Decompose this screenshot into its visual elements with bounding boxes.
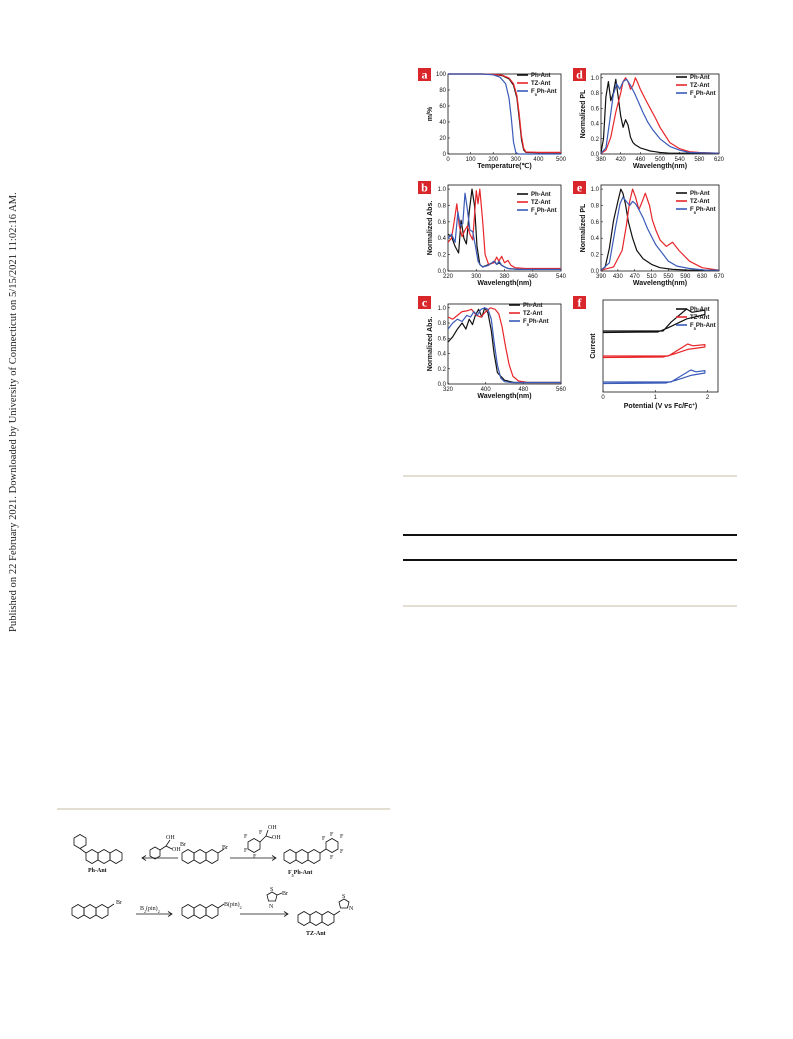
panel-b (418, 175, 568, 285)
x-tick-label: 590 (680, 274, 691, 280)
scheme-br-3: Br (116, 900, 122, 906)
table-bottom-rule (403, 605, 737, 607)
legend-label-f5: $F_5Ph$-Ant (531, 208, 557, 216)
x-tick-label: 0 (446, 157, 450, 163)
panel-f (573, 290, 723, 415)
y-tick-label: 100 (435, 72, 446, 78)
legend-label-tz: TZ-Ant (531, 81, 551, 87)
x-axis-title: Wavelength(nm) (632, 163, 688, 170)
x-tick-label: 550 (663, 274, 674, 280)
bromoanthracene-structure (182, 849, 224, 864)
scheme-f-9: F (330, 855, 334, 861)
y-tick-label: 1.0 (437, 305, 446, 312)
chart-f (573, 290, 723, 415)
chart-b (418, 175, 568, 285)
y-tick-label: 80 (439, 88, 446, 94)
svg-text:c: c (421, 295, 428, 310)
panel-label-c (418, 296, 431, 310)
publication-notice: Published on 22 February 2021. Downloaded by University of Connecticut on 5/15/2021 11:02:16 AM. (8, 192, 19, 632)
legend (676, 75, 716, 99)
y-tick-label: 20 (439, 136, 446, 142)
legend-label-tz: TZ-Ant (690, 83, 710, 89)
x-tick-label: 220 (442, 274, 454, 280)
x-tick-label: 400 (533, 157, 544, 163)
panel-e (573, 175, 723, 285)
x-tick-label: 670 (713, 274, 725, 280)
legend-label-f5: $F_5Ph$-Ant (523, 319, 549, 327)
y-tick-label: 1.0 (590, 75, 599, 82)
cv-trace-f5 (603, 370, 705, 384)
scheme-br-4: Br (282, 891, 288, 897)
legend-label-ph: Ph-Ant (690, 75, 710, 81)
phenylboronic-acid-structure (150, 840, 172, 859)
y-tick-label: 0.8 (590, 91, 599, 98)
cv-trace-tz (603, 344, 705, 358)
legend (676, 307, 716, 331)
x-tick-label: 300 (510, 157, 521, 163)
plot-frame (603, 300, 718, 392)
y-tick-label: 0.0 (590, 269, 599, 275)
ph-ant-structure (74, 835, 122, 864)
y-axis-title: m/% (427, 106, 434, 122)
panel-label-d (573, 68, 586, 82)
x-tick-label: 620 (713, 157, 725, 163)
y-tick-label: 0.0 (437, 382, 446, 388)
chart-d (573, 62, 723, 172)
scheme-br-1: Br (180, 842, 186, 848)
x-tick-label: 1 (653, 395, 657, 401)
y-tick-label: 0.2 (590, 136, 599, 143)
anthracene-bpin-structure (182, 904, 224, 919)
x-tick-label: 510 (646, 274, 657, 280)
x-tick-label: 470 (629, 274, 640, 280)
scheme-oh-3: OH (268, 825, 277, 831)
x-tick-label: 200 (488, 157, 499, 163)
y-tick-label: 0.8 (590, 203, 599, 210)
x-axis-title: Potential (V vs Fc/Fc+) (623, 401, 698, 410)
x-axis-title: Wavelength(nm) (632, 280, 688, 287)
x-tick-label: 540 (555, 274, 567, 280)
scheme-label-ph-ant: Ph-Ant (88, 868, 107, 874)
download-sidebar (0, 0, 30, 1039)
y-tick-label: 0.8 (437, 203, 446, 210)
legend (676, 191, 716, 215)
panel-d (573, 62, 723, 172)
legend-label-f5: $F_5Ph$-Ant (690, 323, 716, 331)
scheme-oh-4: OH (272, 835, 281, 841)
legend-label-ph: Ph-Ant (531, 192, 551, 198)
synthesis-scheme (60, 822, 390, 952)
panel-c (418, 290, 568, 405)
chart-e (573, 175, 723, 285)
table-top-rule (403, 475, 737, 477)
scheme-n-1: N (269, 904, 274, 910)
bromothiazole-structure (267, 892, 282, 901)
svg-text:d: d (576, 67, 583, 82)
x-tick-label: 2 (705, 395, 710, 401)
x-tick-label: 540 (674, 157, 685, 163)
y-axis-title: Current (590, 333, 597, 359)
y-tick-label: 0.6 (437, 219, 446, 226)
scheme-br-2: Br (222, 845, 228, 851)
scheme-oh-1: OH (166, 835, 175, 841)
legend-label-ph: Ph-Ant (531, 73, 551, 79)
legend-label-tz: TZ-Ant (523, 311, 543, 317)
legend-label-f5: $F_5Ph$-Ant (690, 207, 716, 215)
y-tick-label: 0.4 (437, 236, 446, 243)
panel-label-f (573, 296, 586, 310)
y-tick-label: 0.4 (437, 351, 446, 358)
scheme-label-tz-ant: TZ-Ant (306, 931, 326, 937)
scheme-bpin: $B(pin)_2$ (224, 902, 242, 910)
legend (509, 303, 549, 327)
y-tick-label: 0.6 (590, 219, 599, 226)
chart-a (418, 62, 568, 172)
x-tick-label: 500 (555, 157, 567, 163)
y-tick-label: 60 (439, 104, 446, 110)
y-tick-label: 40 (439, 120, 446, 126)
x-tick-label: 0 (601, 395, 605, 401)
scheme-f-6: F (340, 849, 344, 855)
table-header-rule (403, 534, 737, 536)
scheme-f-4: F (259, 830, 263, 836)
legend-label-ph: Ph-Ant (690, 191, 710, 197)
scheme-oh-2: OH (172, 847, 181, 853)
scheme-b2pin2: $B_2(pin)_2$ (140, 906, 160, 914)
scheme-f-8: F (322, 836, 326, 842)
x-axis-title: Temperature(℃) (477, 163, 532, 170)
x-tick-label: 300 (471, 274, 482, 280)
x-tick-label: 430 (612, 274, 623, 280)
x-axis-title: Wavelength(nm) (477, 393, 532, 400)
panel-label-a (418, 68, 431, 82)
legend (517, 73, 557, 97)
scheme-f-2: F (244, 848, 248, 854)
y-tick-label: 1.0 (437, 187, 446, 194)
legend-label-tz: TZ-Ant (690, 315, 710, 321)
svg-text:e: e (576, 180, 583, 195)
legend (517, 192, 557, 216)
y-tick-label: 0.6 (437, 336, 446, 343)
legend-label-f5: $F_5Ph$-Ant (531, 89, 557, 97)
table-header-rule-2 (403, 559, 737, 561)
legend-label-tz: TZ-Ant (690, 199, 710, 205)
y-tick-label: 0.0 (590, 152, 599, 158)
panel-a (418, 62, 568, 172)
y-axis-title: Normalized PL (580, 203, 587, 253)
scheme-s-2: S (342, 894, 346, 900)
scheme-f-3: F (253, 854, 257, 860)
x-tick-label: 630 (697, 274, 708, 280)
panel-label-b (418, 181, 431, 195)
chart-c (418, 290, 568, 405)
svg-text:a: a (421, 67, 428, 82)
legend-label-tz: TZ-Ant (531, 200, 551, 206)
y-tick-label: 0 (442, 152, 446, 158)
x-tick-label: 560 (555, 387, 567, 393)
legend-label-f5: $F_5Ph$-Ant (690, 91, 716, 99)
scheme-label-f5ph-ant: $F_5Ph$-Ant (288, 870, 313, 878)
y-tick-label: 0.2 (437, 366, 446, 373)
y-tick-label: 0.2 (590, 252, 599, 259)
y-axis-title: Normalized PL (580, 89, 587, 139)
scheme-s-1: S (270, 887, 274, 893)
x-tick-label: 580 (694, 157, 705, 163)
x-tick-label: 320 (442, 387, 454, 393)
x-tick-label: 400 (480, 387, 491, 393)
x-tick-label: 380 (499, 274, 510, 280)
scheme-n-2: N (349, 906, 354, 912)
x-tick-label: 500 (654, 157, 666, 163)
y-tick-label: 0.8 (437, 321, 446, 328)
svg-text:f: f (577, 295, 582, 310)
svg-text:b: b (421, 180, 428, 195)
scheme-f-5: F (340, 834, 344, 840)
x-tick-label: 100 (465, 157, 476, 163)
y-axis-title: Normalized Abs. (427, 316, 434, 372)
x-axis-title: Wavelength(nm) (477, 280, 532, 287)
y-tick-label: 1.0 (590, 187, 599, 194)
y-tick-label: 0.6 (590, 106, 599, 113)
tz-ant-structure (298, 899, 349, 926)
legend-label-ph: Ph-Ant (690, 307, 710, 313)
legend-label-ph: Ph-Ant (523, 303, 543, 309)
y-tick-label: 0.4 (590, 236, 599, 243)
anthracene-structure (72, 904, 114, 919)
scheme-f-7: F (330, 832, 334, 838)
y-axis-title: Normalized Abs. (427, 200, 434, 256)
scheme-f-1: F (244, 834, 248, 840)
x-tick-label: 420 (615, 157, 626, 163)
y-tick-label: 0.0 (437, 269, 446, 275)
y-tick-label: 0.2 (437, 252, 446, 259)
x-tick-label: 460 (527, 274, 538, 280)
scheme-top-rule (57, 808, 390, 810)
x-tick-label: 390 (595, 274, 607, 280)
x-tick-label: 460 (635, 157, 646, 163)
series-line-tz (601, 78, 719, 153)
x-tick-label: 380 (595, 157, 607, 163)
panel-label-e (573, 181, 586, 195)
y-tick-label: 0.4 (590, 121, 599, 128)
x-tick-label: 480 (518, 387, 529, 393)
